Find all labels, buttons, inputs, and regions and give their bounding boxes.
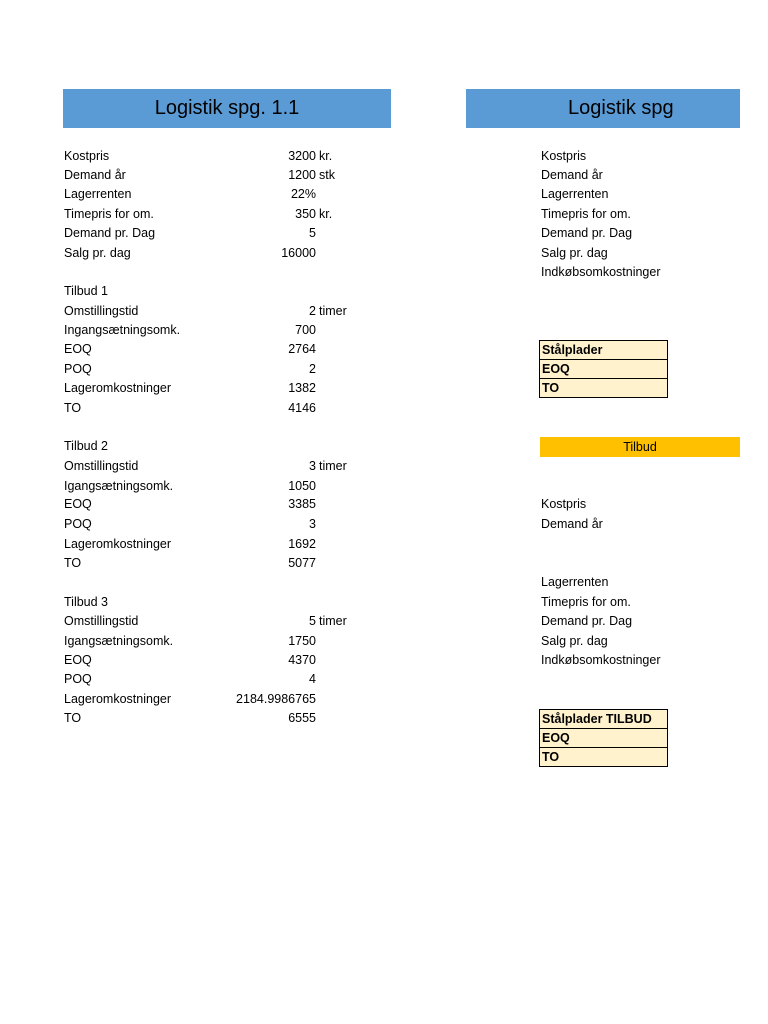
- table-row[interactable]: [0, 437, 500, 456]
- table-row[interactable]: [0, 282, 768, 301]
- box-cell[interactable]: TO: [539, 748, 668, 767]
- title-left: Logistik spg. 1.1: [154, 97, 300, 119]
- cell-label: Lagerrenten: [64, 187, 132, 201]
- title-right: Logistik spg: [568, 97, 674, 119]
- cell-label: Igangsætningsomk.: [64, 479, 174, 493]
- cell-label: TO: [64, 401, 82, 415]
- box-cell[interactable]: Stålplader TILBUD: [539, 709, 668, 729]
- cell-label: Indkøbsomkostninger: [541, 653, 661, 667]
- cell-value: 350: [295, 207, 316, 221]
- cell-label: POQ: [64, 362, 92, 376]
- box-cell[interactable]: TO: [539, 379, 668, 398]
- cell-label: Timepris for om.: [541, 207, 631, 221]
- cell-value: 1692: [288, 537, 316, 551]
- tilbud-header[interactable]: [540, 437, 740, 457]
- cell-label: EOQ: [64, 497, 92, 511]
- cell-label: Lageromkostninger: [64, 537, 172, 551]
- cell-value: 1750: [288, 634, 316, 648]
- table-row[interactable]: [0, 399, 768, 418]
- cell-unit: timer: [319, 304, 347, 318]
- cell-value: 2: [309, 362, 316, 376]
- cell-value: 1382: [288, 381, 316, 395]
- cell-value: 3: [309, 459, 316, 473]
- table-row[interactable]: [0, 185, 768, 204]
- cell-value: 16000: [281, 246, 316, 260]
- table-row[interactable]: [0, 515, 768, 534]
- box-cell[interactable]: Stålplader: [539, 340, 668, 360]
- cell-label: Igangsætningsomk.: [64, 634, 174, 648]
- cell-value: 2184.9986765: [236, 692, 316, 706]
- cell-value: 5077: [288, 556, 316, 570]
- cell-value: 1050: [288, 479, 316, 493]
- cell-unit: kr.: [319, 207, 333, 221]
- table-row[interactable]: [0, 612, 500, 631]
- cell-label: Demand pr. Dag: [64, 226, 156, 240]
- cell-label: Timepris for om.: [541, 595, 631, 609]
- cell-value: 5: [309, 226, 316, 240]
- cell-label: Omstillingstid: [64, 304, 139, 318]
- cell-value: 4146: [288, 401, 316, 415]
- table-row[interactable]: [0, 166, 768, 185]
- cell-value: 3200: [288, 149, 316, 163]
- cell-value: 700: [295, 323, 316, 337]
- cell-label: Indkøbsomkostninger: [541, 265, 661, 279]
- tilbud-label: Tilbud: [623, 440, 657, 454]
- title-banner-left: [63, 89, 391, 128]
- cell-label: Omstillingstid: [64, 459, 139, 473]
- cell-value: 3: [309, 517, 316, 531]
- cell-label: Omstillingstid: [64, 614, 139, 628]
- cell-label: Demand pr. Dag: [541, 614, 633, 628]
- cell-label: TO: [64, 556, 82, 570]
- table-row[interactable]: [0, 244, 768, 263]
- table-row[interactable]: [0, 593, 500, 612]
- table-row[interactable]: [0, 205, 768, 224]
- cell-label: Lageromkostninger: [64, 692, 172, 706]
- table-row[interactable]: [0, 554, 768, 573]
- cell-label: Salg pr. dag: [541, 634, 608, 648]
- title-banner-right: [466, 89, 740, 128]
- table-row[interactable]: [0, 147, 768, 166]
- cell-label: Kostpris: [541, 497, 587, 511]
- table-row[interactable]: [0, 321, 768, 340]
- cell-label: POQ: [64, 672, 92, 686]
- cell-label: Ingangsætningsomk.: [64, 323, 181, 337]
- cell-value: 2764: [288, 342, 316, 356]
- cell-label: Lageromkostninger: [64, 381, 172, 395]
- cell-value: 1200: [288, 168, 316, 182]
- cell-label: Demand år: [64, 168, 126, 182]
- cell-unit: kr.: [319, 149, 333, 163]
- cell-value: 2: [309, 304, 316, 318]
- cell-unit: stk: [319, 168, 335, 182]
- cell-label: Demand år: [541, 168, 603, 182]
- cell-value: 5: [309, 614, 316, 628]
- cell-value: 4370: [288, 653, 316, 667]
- cell-label: Salg pr. dag: [541, 246, 608, 260]
- table-row[interactable]: [0, 670, 768, 689]
- table-row[interactable]: [0, 495, 768, 514]
- cell-label: EOQ: [64, 342, 92, 356]
- cell-label: EOQ: [64, 653, 92, 667]
- table-row[interactable]: [0, 535, 768, 554]
- cell-label: Salg pr. dag: [64, 246, 131, 260]
- offer-heading: Tilbud 1: [64, 284, 109, 298]
- table-row[interactable]: [0, 690, 768, 709]
- cell-label: Lagerrenten: [541, 187, 609, 201]
- cell-label: TO: [64, 711, 82, 725]
- cell-label: Timepris for om.: [64, 207, 154, 221]
- table-row[interactable]: [0, 477, 768, 496]
- table-row[interactable]: [0, 457, 768, 476]
- cell-value: 6555: [288, 711, 316, 725]
- table-row[interactable]: [0, 224, 768, 243]
- table-row[interactable]: [0, 302, 768, 321]
- cell-value: 4: [309, 672, 316, 686]
- cell-unit: timer: [319, 459, 347, 473]
- cell-label: Demand år: [541, 517, 603, 531]
- box-cell[interactable]: EOQ: [539, 729, 668, 748]
- cell-value: 22%: [290, 187, 316, 201]
- cell-label: Kostpris: [64, 149, 110, 163]
- cell-label: Demand pr. Dag: [541, 226, 633, 240]
- cell-label: Kostpris: [541, 149, 587, 163]
- table-row[interactable]: [0, 632, 768, 651]
- offer-heading: Tilbud 2: [64, 439, 109, 453]
- cell-value: 3385: [288, 497, 316, 511]
- box-cell[interactable]: EOQ: [539, 360, 668, 379]
- cell-label: Lagerrenten: [541, 575, 609, 589]
- cell-unit: timer: [319, 614, 347, 628]
- offer-heading: Tilbud 3: [64, 595, 109, 609]
- cell-label: POQ: [64, 517, 92, 531]
